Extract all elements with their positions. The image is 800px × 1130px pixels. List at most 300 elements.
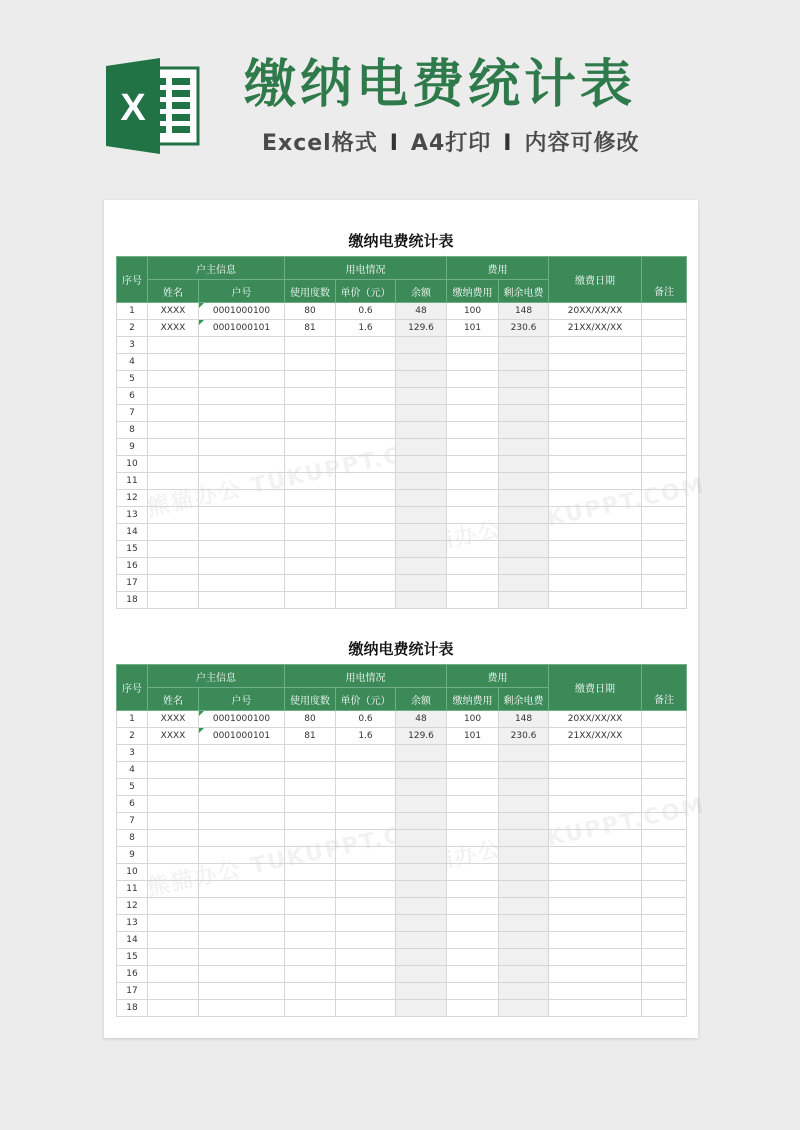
cell-remark[interactable] xyxy=(642,949,687,966)
cell-balance[interactable] xyxy=(396,422,447,439)
cell-kwh[interactable] xyxy=(285,830,336,847)
cell-date[interactable] xyxy=(549,847,642,864)
cell-balance[interactable] xyxy=(396,864,447,881)
cell-kwh[interactable] xyxy=(285,898,336,915)
cell-name[interactable] xyxy=(148,966,199,983)
cell-remark[interactable] xyxy=(642,864,687,881)
cell-kwh[interactable] xyxy=(285,456,336,473)
cell-account[interactable] xyxy=(199,541,285,558)
cell-paid[interactable] xyxy=(447,881,499,898)
cell-balance[interactable] xyxy=(396,354,447,371)
cell-kwh[interactable] xyxy=(285,813,336,830)
cell-kwh[interactable] xyxy=(285,762,336,779)
cell-price[interactable] xyxy=(336,337,396,354)
cell-balance[interactable]: 129.6 xyxy=(396,728,447,745)
cell-account[interactable] xyxy=(199,405,285,422)
cell-paid[interactable] xyxy=(447,439,499,456)
cell-account[interactable] xyxy=(199,575,285,592)
cell-price[interactable] xyxy=(336,575,396,592)
cell-price[interactable] xyxy=(336,745,396,762)
cell-date[interactable] xyxy=(549,915,642,932)
cell-remark[interactable] xyxy=(642,524,687,541)
cell-name[interactable] xyxy=(148,371,199,388)
cell-seq[interactable]: 11 xyxy=(117,473,148,490)
cell-price[interactable] xyxy=(336,864,396,881)
cell-date[interactable] xyxy=(549,422,642,439)
cell-price[interactable]: 1.6 xyxy=(336,728,396,745)
cell-kwh[interactable] xyxy=(285,354,336,371)
cell-date[interactable] xyxy=(549,388,642,405)
cell-paid[interactable] xyxy=(447,354,499,371)
cell-seq[interactable]: 2 xyxy=(117,320,148,337)
cell-balance[interactable] xyxy=(396,881,447,898)
cell-paid[interactable] xyxy=(447,405,499,422)
cell-price[interactable] xyxy=(336,1000,396,1017)
cell-date[interactable] xyxy=(549,898,642,915)
cell-price[interactable]: 1.6 xyxy=(336,320,396,337)
cell-price[interactable] xyxy=(336,490,396,507)
cell-paid[interactable] xyxy=(447,932,499,949)
cell-account[interactable] xyxy=(199,864,285,881)
cell-seq[interactable]: 16 xyxy=(117,558,148,575)
cell-seq[interactable]: 10 xyxy=(117,456,148,473)
cell-remain[interactable] xyxy=(499,932,549,949)
cell-price[interactable] xyxy=(336,932,396,949)
cell-kwh[interactable] xyxy=(285,745,336,762)
cell-date[interactable] xyxy=(549,456,642,473)
cell-paid[interactable] xyxy=(447,830,499,847)
cell-account[interactable] xyxy=(199,881,285,898)
cell-date[interactable] xyxy=(549,473,642,490)
cell-balance[interactable] xyxy=(396,592,447,609)
cell-balance[interactable] xyxy=(396,456,447,473)
cell-name[interactable] xyxy=(148,779,199,796)
cell-date[interactable] xyxy=(549,983,642,1000)
cell-balance[interactable] xyxy=(396,830,447,847)
cell-date[interactable] xyxy=(549,507,642,524)
cell-remark[interactable] xyxy=(642,371,687,388)
cell-paid[interactable] xyxy=(447,762,499,779)
cell-balance[interactable] xyxy=(396,949,447,966)
cell-remain[interactable] xyxy=(499,847,549,864)
cell-paid[interactable] xyxy=(447,524,499,541)
cell-paid[interactable] xyxy=(447,490,499,507)
cell-date[interactable] xyxy=(549,779,642,796)
cell-name[interactable] xyxy=(148,422,199,439)
cell-remark[interactable] xyxy=(642,779,687,796)
cell-paid[interactable] xyxy=(447,949,499,966)
cell-remain[interactable] xyxy=(499,779,549,796)
cell-remain[interactable] xyxy=(499,881,549,898)
cell-name[interactable] xyxy=(148,830,199,847)
cell-remain[interactable]: 148 xyxy=(499,711,549,728)
cell-account[interactable] xyxy=(199,915,285,932)
cell-seq[interactable]: 13 xyxy=(117,507,148,524)
cell-date[interactable] xyxy=(549,490,642,507)
cell-kwh[interactable] xyxy=(285,422,336,439)
cell-date[interactable]: 21XX/XX/XX xyxy=(549,320,642,337)
cell-price[interactable] xyxy=(336,830,396,847)
cell-remain[interactable] xyxy=(499,796,549,813)
cell-kwh[interactable] xyxy=(285,337,336,354)
cell-remain[interactable] xyxy=(499,592,549,609)
cell-balance[interactable] xyxy=(396,371,447,388)
cell-balance[interactable] xyxy=(396,575,447,592)
cell-seq[interactable]: 10 xyxy=(117,864,148,881)
cell-remark[interactable] xyxy=(642,507,687,524)
cell-remark[interactable] xyxy=(642,490,687,507)
cell-date[interactable]: 20XX/XX/XX xyxy=(549,303,642,320)
cell-remain[interactable] xyxy=(499,898,549,915)
cell-remain[interactable] xyxy=(499,354,549,371)
cell-name[interactable] xyxy=(148,524,199,541)
cell-account[interactable]: 0001000101 xyxy=(199,728,285,745)
cell-remain[interactable]: 148 xyxy=(499,303,549,320)
cell-name[interactable] xyxy=(148,915,199,932)
cell-kwh[interactable]: 81 xyxy=(285,728,336,745)
cell-seq[interactable]: 16 xyxy=(117,966,148,983)
cell-balance[interactable] xyxy=(396,983,447,1000)
cell-kwh[interactable] xyxy=(285,864,336,881)
cell-remark[interactable] xyxy=(642,881,687,898)
cell-remark[interactable] xyxy=(642,966,687,983)
cell-account[interactable] xyxy=(199,371,285,388)
cell-paid[interactable] xyxy=(447,898,499,915)
cell-price[interactable] xyxy=(336,405,396,422)
cell-name[interactable] xyxy=(148,762,199,779)
cell-paid[interactable] xyxy=(447,456,499,473)
cell-name[interactable] xyxy=(148,558,199,575)
cell-account[interactable] xyxy=(199,813,285,830)
cell-name[interactable] xyxy=(148,932,199,949)
cell-paid[interactable] xyxy=(447,575,499,592)
cell-account[interactable] xyxy=(199,524,285,541)
cell-remark[interactable] xyxy=(642,932,687,949)
cell-remain[interactable] xyxy=(499,371,549,388)
cell-balance[interactable] xyxy=(396,524,447,541)
cell-balance[interactable] xyxy=(396,507,447,524)
cell-name[interactable] xyxy=(148,898,199,915)
cell-seq[interactable]: 6 xyxy=(117,796,148,813)
cell-name[interactable] xyxy=(148,439,199,456)
cell-price[interactable] xyxy=(336,507,396,524)
cell-balance[interactable]: 48 xyxy=(396,303,447,320)
cell-balance[interactable] xyxy=(396,473,447,490)
cell-seq[interactable]: 9 xyxy=(117,847,148,864)
cell-date[interactable] xyxy=(549,966,642,983)
cell-account[interactable] xyxy=(199,490,285,507)
cell-name[interactable] xyxy=(148,796,199,813)
cell-balance[interactable] xyxy=(396,337,447,354)
cell-price[interactable] xyxy=(336,898,396,915)
cell-paid[interactable] xyxy=(447,796,499,813)
cell-name[interactable]: XXXX xyxy=(148,711,199,728)
cell-seq[interactable]: 2 xyxy=(117,728,148,745)
cell-price[interactable] xyxy=(336,541,396,558)
cell-account[interactable]: 0001000100 xyxy=(199,711,285,728)
cell-remark[interactable] xyxy=(642,337,687,354)
cell-name[interactable] xyxy=(148,473,199,490)
cell-account[interactable] xyxy=(199,558,285,575)
cell-account[interactable]: 0001000101 xyxy=(199,320,285,337)
cell-balance[interactable] xyxy=(396,796,447,813)
cell-seq[interactable]: 12 xyxy=(117,898,148,915)
cell-paid[interactable] xyxy=(447,966,499,983)
cell-seq[interactable]: 4 xyxy=(117,354,148,371)
cell-kwh[interactable] xyxy=(285,796,336,813)
cell-date[interactable] xyxy=(549,1000,642,1017)
cell-name[interactable] xyxy=(148,405,199,422)
cell-price[interactable] xyxy=(336,354,396,371)
cell-remain[interactable] xyxy=(499,524,549,541)
cell-price[interactable] xyxy=(336,388,396,405)
cell-price[interactable]: 0.6 xyxy=(336,303,396,320)
cell-seq[interactable]: 14 xyxy=(117,524,148,541)
cell-price[interactable] xyxy=(336,762,396,779)
cell-price[interactable] xyxy=(336,473,396,490)
cell-name[interactable]: XXXX xyxy=(148,728,199,745)
cell-kwh[interactable] xyxy=(285,915,336,932)
cell-price[interactable] xyxy=(336,847,396,864)
cell-price[interactable] xyxy=(336,881,396,898)
cell-kwh[interactable] xyxy=(285,558,336,575)
cell-remain[interactable] xyxy=(499,388,549,405)
cell-name[interactable] xyxy=(148,337,199,354)
cell-paid[interactable] xyxy=(447,337,499,354)
cell-paid[interactable] xyxy=(447,813,499,830)
cell-date[interactable] xyxy=(549,558,642,575)
cell-balance[interactable] xyxy=(396,847,447,864)
cell-date[interactable] xyxy=(549,592,642,609)
cell-account[interactable] xyxy=(199,439,285,456)
cell-kwh[interactable] xyxy=(285,541,336,558)
cell-account[interactable] xyxy=(199,456,285,473)
cell-remark[interactable] xyxy=(642,439,687,456)
cell-date[interactable] xyxy=(549,541,642,558)
cell-kwh[interactable]: 81 xyxy=(285,320,336,337)
cell-date[interactable] xyxy=(549,949,642,966)
cell-paid[interactable] xyxy=(447,592,499,609)
cell-balance[interactable] xyxy=(396,405,447,422)
cell-seq[interactable]: 7 xyxy=(117,813,148,830)
cell-seq[interactable]: 17 xyxy=(117,575,148,592)
cell-seq[interactable]: 1 xyxy=(117,303,148,320)
cell-price[interactable] xyxy=(336,524,396,541)
cell-account[interactable] xyxy=(199,422,285,439)
cell-seq[interactable]: 5 xyxy=(117,779,148,796)
cell-name[interactable] xyxy=(148,388,199,405)
cell-name[interactable] xyxy=(148,881,199,898)
cell-account[interactable] xyxy=(199,507,285,524)
cell-account[interactable] xyxy=(199,1000,285,1017)
cell-kwh[interactable] xyxy=(285,932,336,949)
cell-kwh[interactable] xyxy=(285,592,336,609)
cell-account[interactable] xyxy=(199,745,285,762)
cell-name[interactable] xyxy=(148,592,199,609)
cell-date[interactable]: 20XX/XX/XX xyxy=(549,711,642,728)
cell-remain[interactable] xyxy=(499,456,549,473)
cell-remark[interactable] xyxy=(642,473,687,490)
cell-price[interactable] xyxy=(336,371,396,388)
cell-seq[interactable]: 11 xyxy=(117,881,148,898)
cell-remark[interactable] xyxy=(642,830,687,847)
cell-account[interactable] xyxy=(199,762,285,779)
cell-remark[interactable] xyxy=(642,1000,687,1017)
cell-paid[interactable] xyxy=(447,371,499,388)
cell-name[interactable] xyxy=(148,456,199,473)
cell-remark[interactable] xyxy=(642,456,687,473)
cell-remain[interactable] xyxy=(499,813,549,830)
cell-name[interactable]: XXXX xyxy=(148,303,199,320)
cell-account[interactable] xyxy=(199,949,285,966)
cell-date[interactable]: 21XX/XX/XX xyxy=(549,728,642,745)
cell-seq[interactable]: 3 xyxy=(117,337,148,354)
cell-name[interactable] xyxy=(148,507,199,524)
cell-kwh[interactable] xyxy=(285,779,336,796)
cell-balance[interactable]: 129.6 xyxy=(396,320,447,337)
cell-remain[interactable] xyxy=(499,439,549,456)
cell-remain[interactable] xyxy=(499,337,549,354)
cell-account[interactable] xyxy=(199,337,285,354)
cell-account[interactable] xyxy=(199,473,285,490)
cell-price[interactable] xyxy=(336,966,396,983)
cell-date[interactable] xyxy=(549,864,642,881)
cell-paid[interactable] xyxy=(447,541,499,558)
cell-account[interactable] xyxy=(199,830,285,847)
cell-remark[interactable] xyxy=(642,728,687,745)
cell-date[interactable] xyxy=(549,830,642,847)
cell-price[interactable] xyxy=(336,796,396,813)
cell-date[interactable] xyxy=(549,524,642,541)
cell-remark[interactable] xyxy=(642,898,687,915)
cell-account[interactable] xyxy=(199,592,285,609)
cell-remain[interactable] xyxy=(499,422,549,439)
cell-remain[interactable] xyxy=(499,949,549,966)
cell-date[interactable] xyxy=(549,439,642,456)
cell-remark[interactable] xyxy=(642,422,687,439)
cell-remain[interactable] xyxy=(499,864,549,881)
cell-seq[interactable]: 8 xyxy=(117,422,148,439)
cell-name[interactable] xyxy=(148,490,199,507)
cell-balance[interactable] xyxy=(396,932,447,949)
cell-remark[interactable] xyxy=(642,711,687,728)
cell-name[interactable] xyxy=(148,813,199,830)
cell-kwh[interactable] xyxy=(285,405,336,422)
cell-seq[interactable]: 3 xyxy=(117,745,148,762)
cell-date[interactable] xyxy=(549,405,642,422)
cell-account[interactable] xyxy=(199,966,285,983)
cell-kwh[interactable] xyxy=(285,575,336,592)
cell-kwh[interactable] xyxy=(285,966,336,983)
cell-remark[interactable] xyxy=(642,405,687,422)
cell-account[interactable] xyxy=(199,388,285,405)
cell-date[interactable] xyxy=(549,354,642,371)
cell-remain[interactable] xyxy=(499,762,549,779)
cell-account[interactable] xyxy=(199,354,285,371)
cell-seq[interactable]: 8 xyxy=(117,830,148,847)
cell-account[interactable]: 0001000100 xyxy=(199,303,285,320)
cell-paid[interactable]: 101 xyxy=(447,320,499,337)
cell-paid[interactable]: 100 xyxy=(447,303,499,320)
cell-name[interactable] xyxy=(148,983,199,1000)
cell-account[interactable] xyxy=(199,779,285,796)
cell-balance[interactable] xyxy=(396,813,447,830)
cell-remark[interactable] xyxy=(642,745,687,762)
cell-balance[interactable] xyxy=(396,966,447,983)
cell-seq[interactable]: 18 xyxy=(117,592,148,609)
cell-price[interactable] xyxy=(336,456,396,473)
cell-price[interactable] xyxy=(336,915,396,932)
cell-price[interactable] xyxy=(336,983,396,1000)
cell-balance[interactable]: 48 xyxy=(396,711,447,728)
cell-name[interactable] xyxy=(148,847,199,864)
cell-balance[interactable] xyxy=(396,915,447,932)
cell-kwh[interactable] xyxy=(285,439,336,456)
cell-remain[interactable] xyxy=(499,473,549,490)
cell-name[interactable]: XXXX xyxy=(148,320,199,337)
cell-kwh[interactable] xyxy=(285,949,336,966)
cell-paid[interactable] xyxy=(447,507,499,524)
cell-paid[interactable] xyxy=(447,473,499,490)
cell-name[interactable] xyxy=(148,541,199,558)
cell-balance[interactable] xyxy=(396,762,447,779)
cell-remain[interactable] xyxy=(499,490,549,507)
cell-price[interactable]: 0.6 xyxy=(336,711,396,728)
cell-seq[interactable]: 14 xyxy=(117,932,148,949)
cell-price[interactable] xyxy=(336,779,396,796)
cell-remark[interactable] xyxy=(642,320,687,337)
cell-date[interactable] xyxy=(549,575,642,592)
cell-paid[interactable] xyxy=(447,745,499,762)
cell-balance[interactable] xyxy=(396,558,447,575)
cell-balance[interactable] xyxy=(396,1000,447,1017)
cell-paid[interactable] xyxy=(447,1000,499,1017)
cell-remark[interactable] xyxy=(642,796,687,813)
cell-remark[interactable] xyxy=(642,388,687,405)
cell-kwh[interactable] xyxy=(285,881,336,898)
cell-paid[interactable]: 101 xyxy=(447,728,499,745)
cell-remark[interactable] xyxy=(642,558,687,575)
cell-balance[interactable] xyxy=(396,388,447,405)
cell-paid[interactable] xyxy=(447,915,499,932)
cell-date[interactable] xyxy=(549,371,642,388)
cell-remain[interactable] xyxy=(499,405,549,422)
cell-remain[interactable] xyxy=(499,575,549,592)
cell-name[interactable] xyxy=(148,949,199,966)
cell-paid[interactable] xyxy=(447,558,499,575)
cell-kwh[interactable] xyxy=(285,473,336,490)
cell-balance[interactable] xyxy=(396,541,447,558)
cell-date[interactable] xyxy=(549,796,642,813)
cell-seq[interactable]: 18 xyxy=(117,1000,148,1017)
cell-remark[interactable] xyxy=(642,354,687,371)
cell-account[interactable] xyxy=(199,847,285,864)
cell-kwh[interactable] xyxy=(285,371,336,388)
cell-kwh[interactable] xyxy=(285,983,336,1000)
cell-name[interactable] xyxy=(148,354,199,371)
cell-remain[interactable] xyxy=(499,507,549,524)
cell-seq[interactable]: 1 xyxy=(117,711,148,728)
cell-kwh[interactable] xyxy=(285,524,336,541)
cell-date[interactable] xyxy=(549,881,642,898)
cell-date[interactable] xyxy=(549,813,642,830)
cell-remain[interactable] xyxy=(499,966,549,983)
cell-balance[interactable] xyxy=(396,439,447,456)
cell-remark[interactable] xyxy=(642,592,687,609)
cell-kwh[interactable]: 80 xyxy=(285,711,336,728)
cell-seq[interactable]: 15 xyxy=(117,949,148,966)
cell-kwh[interactable] xyxy=(285,847,336,864)
